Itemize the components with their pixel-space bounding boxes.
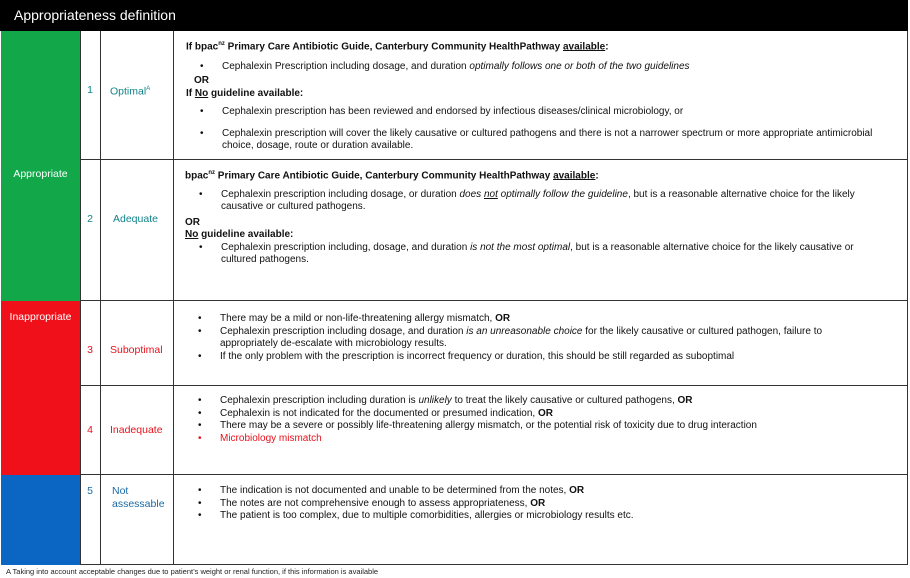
row-content: [186, 395, 876, 445]
row-content: [186, 485, 876, 523]
inappropriate-label: Inappropriate: [9, 311, 72, 323]
row-number: 3: [87, 344, 93, 356]
appropriate-band: [1, 31, 80, 301]
row-label: Adequate: [113, 213, 158, 225]
appropriate-label: Appropriate: [13, 168, 68, 180]
table-row: [80, 301, 908, 386]
bullet-item: • Cephalexin Prescription including dosage, and duration optimally follows one or both of the two guidelines: [186, 61, 876, 74]
bullet-item: • Cephalexin prescription including dosage, and duration is an unreasonable choice for the likely causative or cultured pathogen, failure to appropriately de-escalate with microbiology results.: [186, 326, 876, 351]
row-content: [186, 38, 876, 153]
or-separator: OR: [194, 75, 209, 87]
table-row: [80, 31, 908, 160]
footnote: A Taking into account acceptable changes due to patient’s weight or renal function, if this information is available: [6, 567, 379, 576]
guideline-heading: If bpac$^{nz}$ Primary Care Antibiotic Guide, Canterbury Community HealthPathway available:: [186, 41, 609, 53]
row-number: 2: [87, 213, 93, 225]
bullet-item: • There may be a severe or possibly life-threatening allergy mismatch, or the potential risk of toxicity due to drug interaction: [186, 420, 876, 433]
bullet-item: • Cephalexin is not indicated for the documented or presumed indication, OR: [186, 408, 876, 421]
table-row: [80, 386, 908, 475]
table-title: Appropriateness definition: [0, 0, 908, 31]
row-label: Not assessable: [112, 485, 165, 510]
row-number: 5: [87, 485, 93, 497]
bullet-item: • Cephalexin prescription has been reviewed and endorsed by infectious diseases/clinical microbiology, or: [186, 106, 876, 119]
bullet-item: • If the only problem with the prescription is incorrect frequency or duration, this should be still regarded as suboptimal: [186, 351, 876, 364]
guideline-heading: If No guideline available:: [186, 87, 304, 99]
inappropriate-band: [1, 301, 80, 475]
bullet-item: • The patient is too complex, due to multiple comorbidities, allergies or microbiology results etc.: [186, 510, 876, 523]
guideline-heading: No guideline available:: [185, 229, 294, 241]
row-content: [185, 167, 875, 267]
appropriateness-table: [80, 31, 908, 565]
table-row: [80, 475, 908, 565]
bullet-item: • The notes are not comprehensive enough to assess appropriateness, OR: [186, 498, 876, 511]
row-content: [186, 313, 876, 363]
bullet-item: • Cephalexin prescription including, dosage, and duration is not the most optimal, but is a reasonable alternative choice for the likely causative or cultured pathogens.: [185, 242, 875, 267]
or-separator: OR: [185, 216, 200, 228]
bullet-item: • Cephalexin prescription including dosage, or duration does not optimally follow the guideline, but is a reasonable alternative choice for the likely causative or cultured pathogens.: [185, 189, 875, 214]
row-label: Optimal$^A$: [110, 85, 151, 98]
row-label: Inadequate: [110, 424, 163, 436]
bullet-item: • Cephalexin prescription will cover the likely causative or cultured pathogens and there is not a narrower spectrum or more appropriate antimicrobial choice, dosage, route or duration available.: [186, 128, 876, 153]
not-assessable-band: [1, 475, 80, 565]
row-number: 4: [87, 424, 93, 436]
bullet-item: • Cephalexin prescription including duration is unlikely to treat the likely causative or cultured pathogens, OR: [186, 395, 876, 408]
guideline-heading: bpac$^{nz}$ Primary Care Antibiotic Guide, Canterbury Community HealthPathway available:: [185, 170, 599, 182]
row-label: Suboptimal: [110, 344, 163, 356]
bullet-item: • The indication is not documented and unable to be determined from the notes, OR: [186, 485, 876, 498]
bullet-item: • Microbiology mismatch: [186, 433, 876, 446]
table-row: [80, 160, 908, 301]
bullet-item: • There may be a mild or non-life-threatening allergy mismatch, OR: [186, 313, 876, 326]
row-number: 1: [87, 84, 93, 96]
